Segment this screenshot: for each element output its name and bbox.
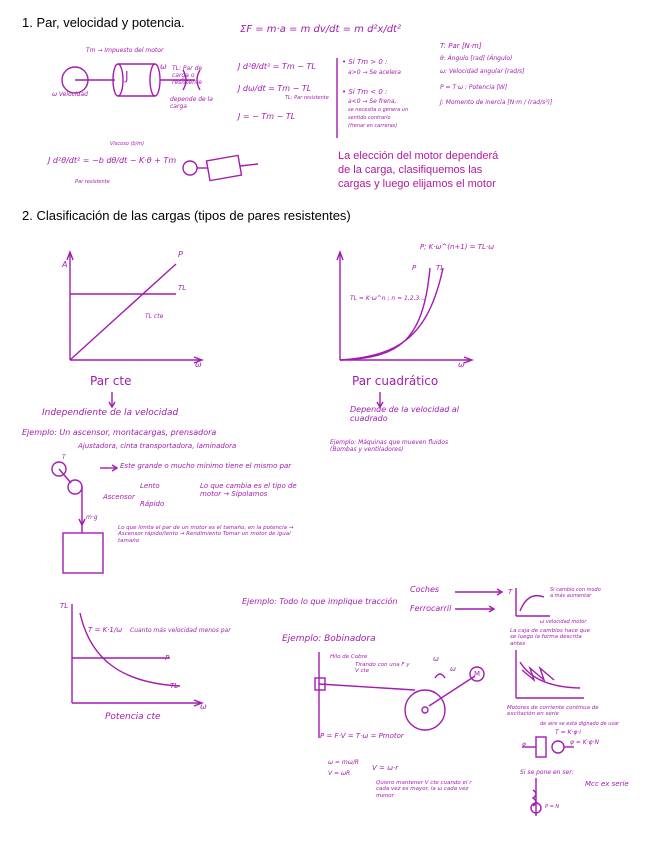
omega-velocity-label: ω Velocidad bbox=[52, 91, 88, 98]
p-equals-n: P = N bbox=[545, 804, 560, 810]
motor-torque-label: Tm → Impuesto del motor bbox=[86, 47, 164, 54]
small-rotor-sketch bbox=[178, 150, 268, 185]
graph1-axis-w: ω bbox=[195, 360, 202, 369]
eq-omega-deriv: J dω/dt = Tm − TL bbox=[238, 84, 312, 93]
power-formula: P = F·V = T·ω = Pmotor bbox=[320, 732, 404, 740]
graph1-P: P bbox=[178, 250, 183, 259]
eq-resistant-note: TL: Par resistente bbox=[285, 95, 329, 101]
graph3-eq: T = K·1/ω bbox=[88, 626, 123, 634]
omega-small: ω bbox=[160, 62, 167, 71]
winder-omega-1: ω bbox=[433, 655, 439, 663]
omega-relation-2: V = ωR bbox=[328, 770, 351, 777]
omega-relation-3: V = ω·r bbox=[372, 764, 399, 772]
torque-curve bbox=[340, 268, 443, 360]
load-torque-label: TL: Par de carga o resistente bbox=[172, 65, 203, 86]
graph1-TLcte: TL cte bbox=[145, 313, 164, 320]
def-torque: T: Par [N·m] bbox=[440, 42, 482, 50]
graph2-axis-w: ω bbox=[458, 360, 465, 369]
load-depends-label: depende de la carga bbox=[170, 96, 213, 110]
divider-line bbox=[335, 58, 339, 138]
case-brake-line3: sentido contrario bbox=[348, 115, 391, 121]
arrows-traccion bbox=[455, 585, 515, 615]
brace-note: Lo que cambia es el tipo de motor → Sipolamos bbox=[200, 482, 297, 499]
phi-K-phi-N: φ = K·φ·N bbox=[570, 739, 599, 746]
graph3-TL: TL bbox=[170, 682, 179, 690]
def-power: P = T·ω : Potencia [W] bbox=[440, 84, 508, 91]
graph1-axis-A: A bbox=[62, 260, 68, 269]
viscous-equation: J d²θ/dt² = −b dθ/dt − K·θ + Tm bbox=[48, 156, 177, 165]
winder-sketch bbox=[305, 648, 495, 743]
case-brake-line2: se necesita o genera un bbox=[348, 107, 409, 113]
gearbox-mini-graph bbox=[512, 648, 587, 703]
limit-note: Lo que limita el par de un motor es el tamaño, en la potencia → Ascensor rápido/lento → Rendimiento Tomar un motor de igual tamaño bbox=[118, 525, 294, 544]
omega-relation-note: Quiero mantener V cte cuando el r cada vez es mayor, la ω cada vez menor bbox=[376, 780, 472, 799]
elevator-sketch bbox=[45, 455, 115, 575]
viscous-top-note: Viscoso (b/m) bbox=[110, 141, 145, 147]
graph2-equation: TL = K·ω^n ; n = 1,2,3... bbox=[350, 295, 426, 302]
graph3-note: Cuanto más velocidad menos par bbox=[130, 627, 231, 634]
ferrocarril-label: Ferrocarril bbox=[410, 604, 452, 613]
viscous-bottom-note: Par resistente bbox=[75, 179, 110, 185]
depends-note: Depende de la velocidad al cuadrado bbox=[350, 405, 460, 424]
T-K-phi-i: T = K·φ·i bbox=[555, 729, 581, 736]
traction-vel-motor: ω velocidad motor bbox=[540, 619, 587, 625]
coches-label: Coches bbox=[410, 585, 440, 594]
case-brake-result: a<0 → Se frena, bbox=[348, 98, 397, 105]
graph2-formula: P; K·ω^(n+1) = TL·ω bbox=[420, 243, 495, 251]
mcc-ex-serie: Mcc ex serie bbox=[585, 780, 629, 788]
independent-note: Independiente de la velocidad bbox=[42, 408, 179, 418]
case-accel-result: a>0 → Se acelera bbox=[348, 69, 401, 76]
ascensor-label: Ascensor bbox=[103, 493, 135, 501]
inertia-J: J bbox=[125, 69, 129, 83]
power-curve bbox=[340, 268, 430, 360]
heading-clasificacion: 2. Clasificación de las cargas (tipos de pares resistentes) bbox=[22, 208, 351, 223]
caja-cambios-note: La caja de cambios hace que se luego la forma descrita antes bbox=[510, 628, 590, 647]
graph3-title: Potencia cte bbox=[105, 712, 161, 722]
hyperbola bbox=[80, 613, 180, 686]
si-se-pone-en-serie: Si se pone en ser: bbox=[520, 769, 574, 776]
tirando-note: Tirando con una F y V cte bbox=[355, 662, 410, 675]
winder-motor-M: M bbox=[474, 670, 481, 678]
example-1: Ejemplo: Un ascensor, montacargas, prensadora bbox=[22, 428, 217, 437]
graph2-P: P bbox=[412, 264, 417, 272]
case-brake-line4: (frenar en carreras) bbox=[348, 123, 398, 129]
graph3-axis-T: TL bbox=[60, 602, 69, 610]
motores-cc-note: Motores de corriente continua de excitación en serie bbox=[507, 705, 599, 718]
eq-angular-accel: J d²θ/dt² = Tm − TL bbox=[238, 62, 316, 71]
graph2-TL: TL bbox=[436, 264, 445, 272]
motores-cc-note-2: de aire se está dignado de usar bbox=[540, 721, 620, 727]
power-line bbox=[70, 264, 176, 360]
def-angle: θ: Ángulo [rad] (Ángulo) bbox=[440, 55, 513, 62]
def-angular-velocity: ω: Velocidad angular [rad/s] bbox=[440, 68, 525, 75]
traction-T: T bbox=[508, 588, 513, 596]
example-2: Ejemplo: Máquinas que mueven fluidos (Bombas y ventiladores) bbox=[330, 439, 449, 453]
lento-label: Lento bbox=[140, 482, 160, 490]
arrow-down-1 bbox=[108, 392, 116, 408]
arrow-right-lift bbox=[100, 464, 118, 472]
phi-symbol: φ bbox=[522, 741, 526, 748]
motor-choice-note: La elección del motor dependerá de la carga, clasifiquemos las cargas y luego elijamos el motor bbox=[338, 150, 499, 190]
series-motor-schematic bbox=[528, 778, 548, 818]
example-bobinadora: Ejemplo: Bobinadora bbox=[282, 634, 376, 644]
rapido-label: Rápido bbox=[140, 500, 165, 508]
graph2-title: Par cuadrático bbox=[352, 374, 439, 388]
lift-note: Este grande o mucho mínimo tiene el mismo par bbox=[120, 462, 292, 470]
traction-mini-graph bbox=[512, 586, 552, 621]
dc-motor-schematic bbox=[518, 733, 583, 763]
graph-potencia-cte bbox=[60, 598, 210, 713]
elevator-T: T bbox=[62, 454, 66, 461]
graph3-w: ω bbox=[200, 702, 207, 711]
graph3-P: P bbox=[165, 654, 170, 662]
def-inertia: J: Momento de inercia [N·m / (rad/s²)] bbox=[440, 99, 553, 106]
graph-par-cuadratico bbox=[328, 248, 478, 368]
traction-curve-note: Si cambio con modo a más aumentar bbox=[550, 587, 601, 599]
case-accel: • Si Tm > 0 : bbox=[342, 58, 388, 66]
hilo-cobre: Hilo de Cobre bbox=[330, 654, 368, 660]
winder-omega-2: ω bbox=[450, 665, 456, 673]
case-brake: • Si Tm < 0 : bbox=[342, 88, 388, 96]
example-traccion: Ejemplo: Todo lo que implique tracción bbox=[242, 597, 398, 606]
graph1-title: Par cte bbox=[90, 374, 132, 388]
omega-relation-1: ω = mω/R bbox=[328, 759, 359, 766]
example-1b: Ajustadora, cinta transportadora, laminadora bbox=[78, 442, 237, 450]
graph-par-cte bbox=[58, 248, 208, 368]
eq-J: J = − Tm − TL bbox=[238, 112, 296, 121]
heading-par-velocidad: 1. Par, velocidad y potencia. bbox=[22, 15, 185, 30]
newton-equation: ΣF = m·a = m dv/dt = m d²x/dt² bbox=[240, 24, 401, 35]
graph1-TL: TL bbox=[178, 284, 187, 292]
elevator-mg: m·g bbox=[86, 514, 98, 521]
